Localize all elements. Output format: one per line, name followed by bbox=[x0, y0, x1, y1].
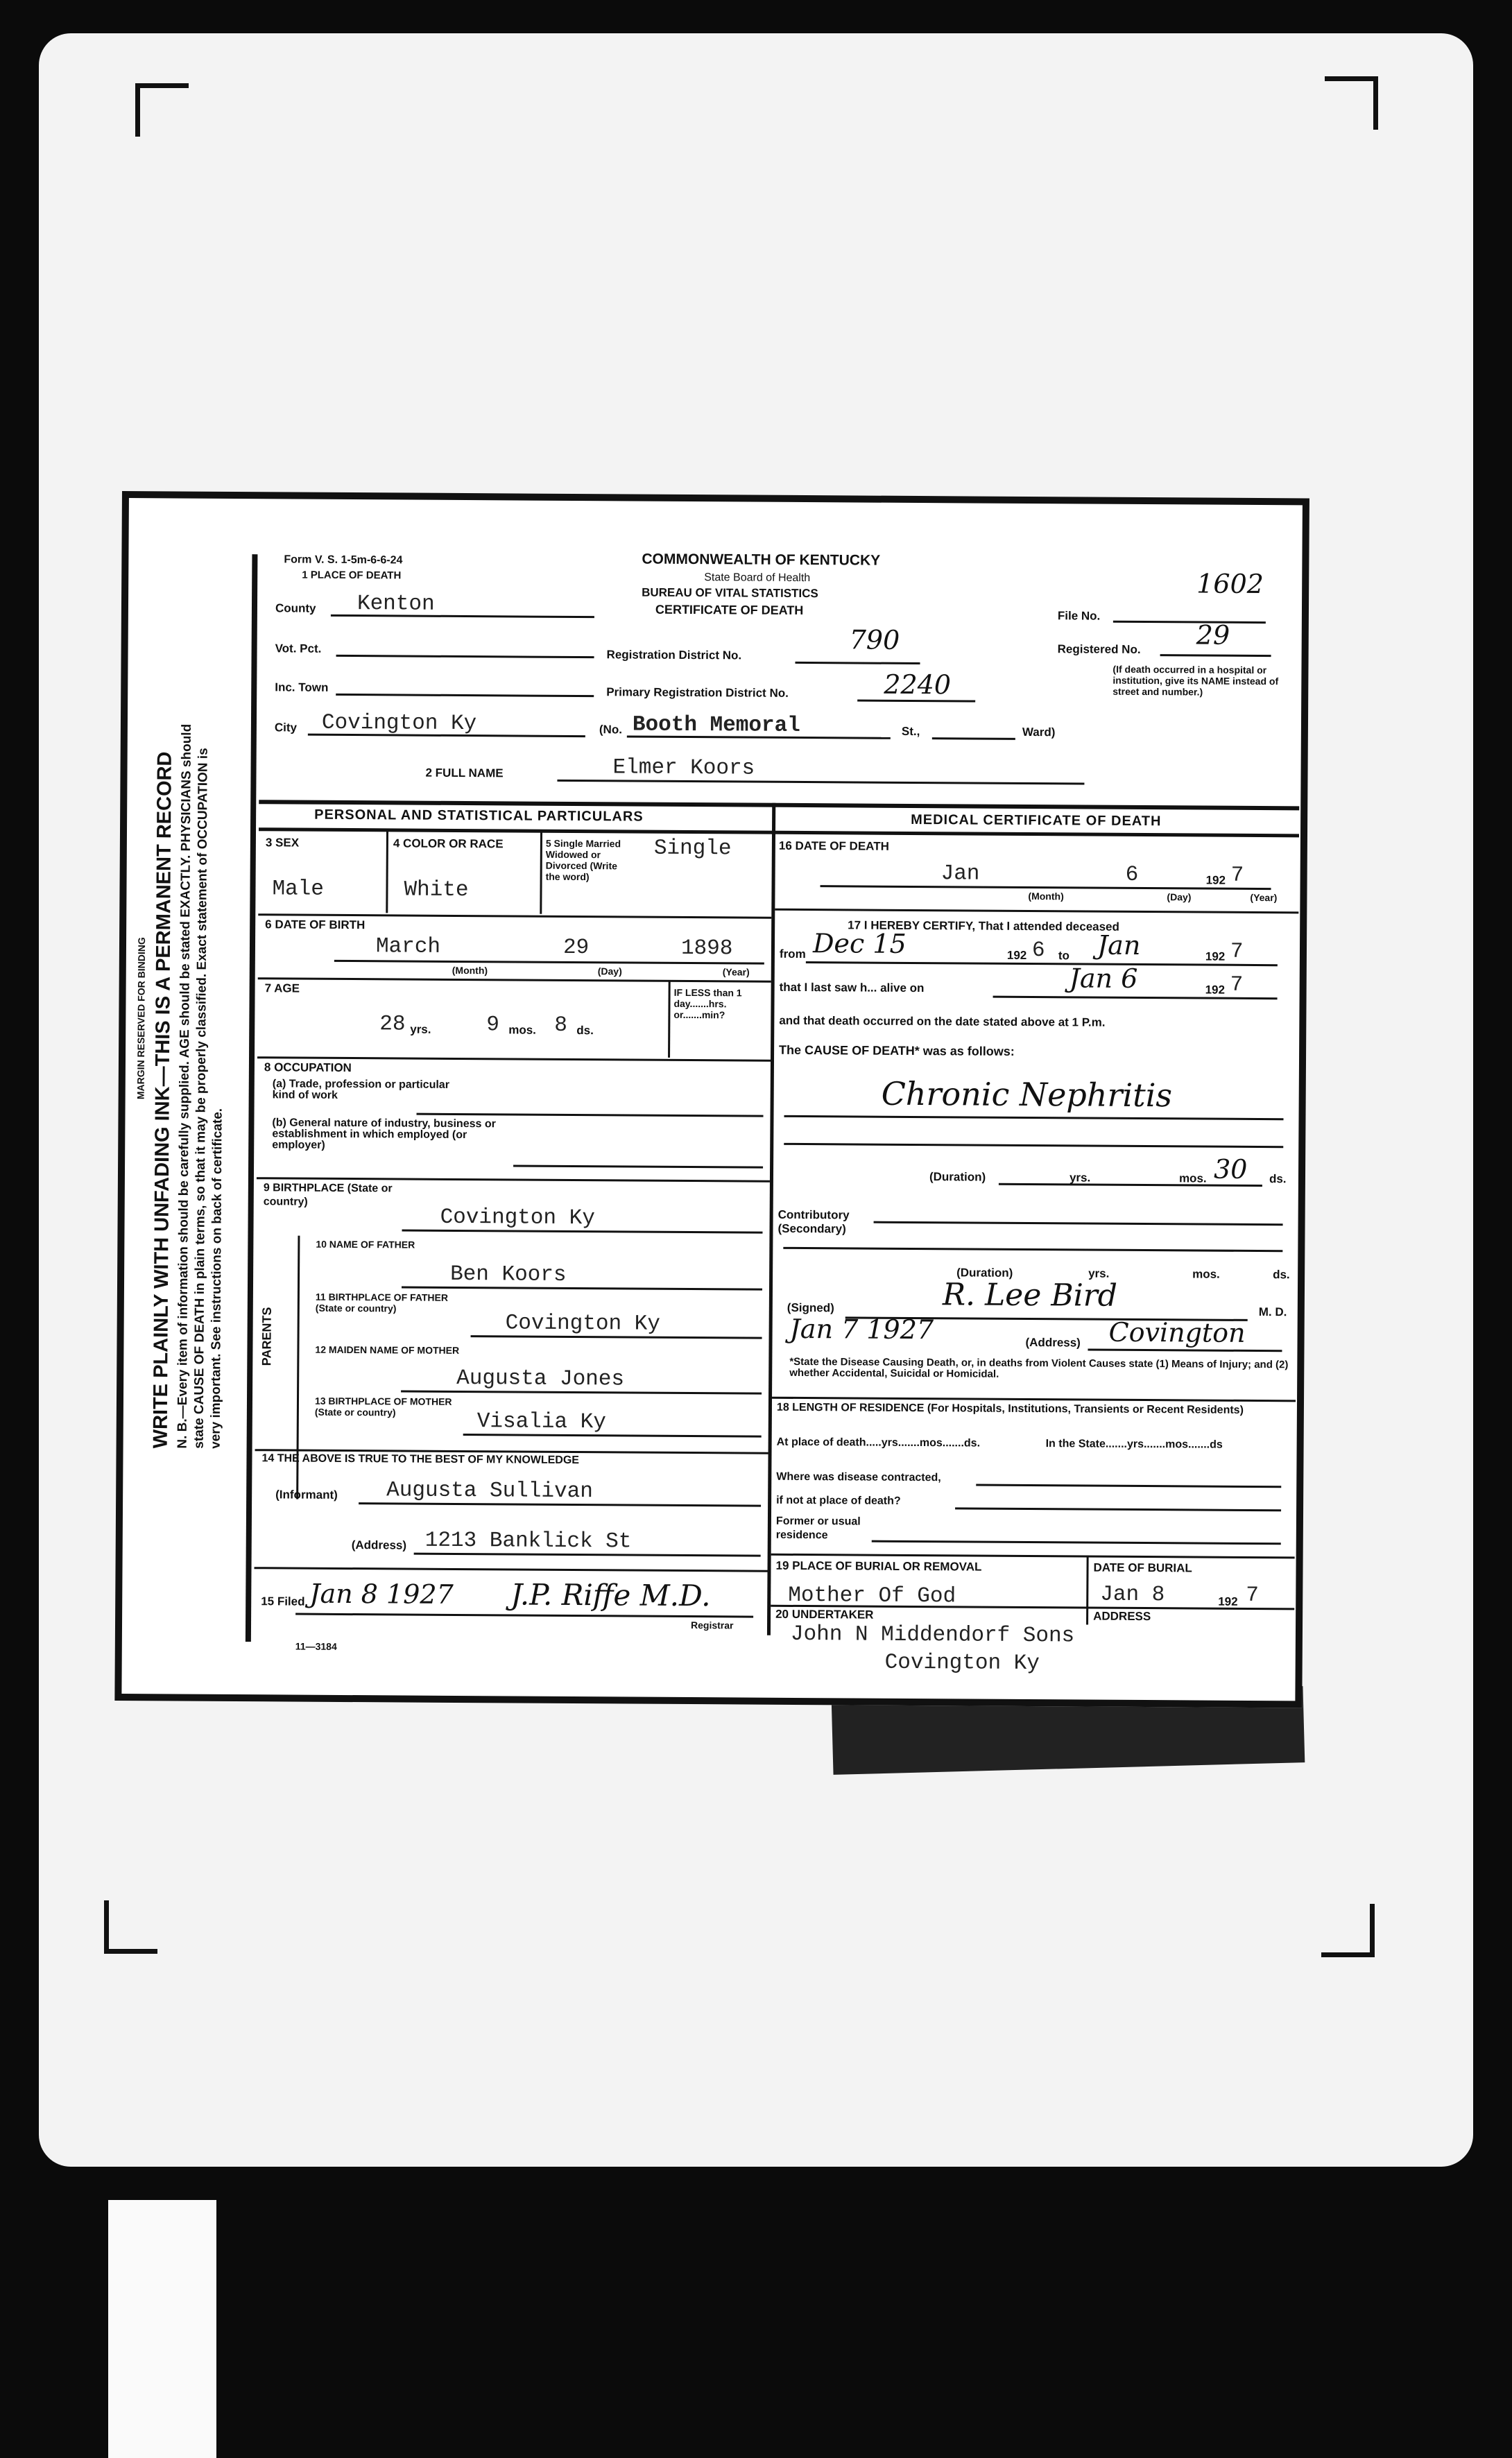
color-label: 4 COLOR OR RACE bbox=[393, 836, 504, 851]
undertaker-label: 20 UNDERTAKER bbox=[775, 1607, 874, 1622]
age-mos-caption: mos. bbox=[508, 1023, 537, 1037]
registrar-signature: J.P. Riffe M.D. bbox=[510, 1577, 711, 1613]
film-strip-label bbox=[108, 2200, 216, 2458]
binding-margin-note: MARGIN RESERVED FOR BINDING bbox=[135, 937, 148, 1100]
contributory-label: Contributory (Secondary) bbox=[778, 1207, 850, 1236]
last-saw-date: Jan 6 bbox=[1069, 963, 1138, 994]
death-year-prefix: 192 bbox=[1205, 873, 1226, 887]
county-label: County bbox=[275, 601, 316, 615]
death-year-caption: (Year) bbox=[1250, 891, 1278, 904]
undertaker-name: John N Middendorf Sons bbox=[790, 1622, 1075, 1649]
nb-line-3: very important. See instructions on back of certificate. bbox=[208, 1108, 225, 1449]
father-birthplace: Covington Ky bbox=[505, 1311, 661, 1337]
father-name-label: 10 NAME OF FATHER bbox=[316, 1238, 415, 1251]
age-yrs-caption: yrs. bbox=[410, 1022, 431, 1036]
informant-address: 1213 Banklick St bbox=[424, 1528, 632, 1554]
age-ds-caption: ds. bbox=[576, 1024, 594, 1038]
death-occurred-text: and that death occurred on the date stated above at 1 P.m. bbox=[779, 1013, 1106, 1029]
true-statement: 14 THE ABOVE IS TRUE TO THE BEST OF MY KNOWLEDGE bbox=[261, 1452, 580, 1467]
in-state-label: In the State.......yrs.......mos.......ds bbox=[1045, 1438, 1223, 1451]
duration-ds-caption: ds. bbox=[1269, 1172, 1287, 1186]
signed-date: Jan 7 1927 bbox=[789, 1313, 934, 1346]
death-certificate bbox=[114, 491, 1309, 1708]
registered-no-value: 29 bbox=[1196, 619, 1230, 651]
certificate-title: CERTIFICATE OF DEATH bbox=[655, 602, 804, 618]
informant-label: (Informant) bbox=[275, 1488, 338, 1502]
primary-reg-label: Primary Registration District No. bbox=[606, 685, 789, 700]
occupation-label: 8 OCCUPATION bbox=[264, 1060, 352, 1075]
city-label: City bbox=[274, 721, 298, 734]
age-days: 8 bbox=[554, 1013, 568, 1038]
undertaker-address-label: ADDRESS bbox=[1093, 1609, 1151, 1624]
write-plainly-note: WRITE PLAINLY WITH UNFADING INK—THIS IS A PERMANENT RECORD bbox=[149, 751, 176, 1449]
not-at-place-label: if not at place of death? bbox=[776, 1494, 901, 1507]
crop-mark-top-right bbox=[1325, 76, 1378, 130]
form-code: Form V. S. 1-5m-6-6-24 bbox=[284, 553, 403, 567]
father-name: Ben Koors bbox=[450, 1262, 567, 1287]
date-of-death-label: 16 DATE OF DEATH bbox=[778, 839, 889, 853]
burial-date-label: DATE OF BURIAL bbox=[1093, 1561, 1192, 1575]
reg-district-label: Registration District No. bbox=[606, 648, 742, 662]
informant-name: Augusta Sullivan bbox=[386, 1478, 593, 1504]
to-label: to bbox=[1058, 949, 1070, 963]
full-name-value: Elmer Koors bbox=[612, 755, 755, 781]
to-year-suffix: 7 bbox=[1230, 939, 1244, 964]
file-no-label: File No. bbox=[1057, 609, 1101, 623]
primary-reg-value: 2240 bbox=[884, 669, 952, 701]
cause-of-death: Chronic Nephritis bbox=[881, 1074, 1173, 1115]
dob-day: 29 bbox=[562, 935, 590, 961]
less-than-day-label: IF LESS than 1 day.......hrs. or.......min? bbox=[673, 986, 742, 1021]
sex-label: 3 SEX bbox=[265, 836, 300, 850]
mother-maiden-name-label: 12 MAIDEN NAME OF MOTHER bbox=[315, 1343, 460, 1356]
violent-causes-note: *State the Disease Causing Death, or, in deaths from Violent Causes state (1) Means of Injury; and (2) whether Accidental, Suicidal or Homicidal. bbox=[789, 1355, 1289, 1380]
secondary-mos-caption: mos. bbox=[1192, 1267, 1220, 1281]
secondary-yrs-caption: yrs. bbox=[1088, 1266, 1110, 1280]
side-border bbox=[246, 554, 258, 1642]
secondary-ds-caption: ds. bbox=[1273, 1268, 1290, 1282]
city-value: Covington Ky bbox=[321, 710, 477, 737]
last-saw-year-prefix: 192 bbox=[1205, 983, 1226, 997]
personal-section-title: PERSONAL AND STATISTICAL PARTICULARS bbox=[314, 807, 644, 825]
last-saw-year-suffix: 7 bbox=[1230, 972, 1244, 997]
side-instructions bbox=[130, 588, 230, 1449]
filed-date: Jan 8 1927 bbox=[309, 1578, 454, 1610]
vot-pct-label: Vot. Pct. bbox=[275, 642, 322, 655]
marital-value: Single bbox=[653, 836, 732, 861]
filed-label: 15 Filed bbox=[261, 1595, 305, 1608]
death-day: 6 bbox=[1125, 862, 1139, 887]
undertaker-address: Covington Ky bbox=[884, 1650, 1040, 1676]
death-year-suffix: 7 bbox=[1230, 863, 1244, 888]
physician-address-label: (Address) bbox=[1025, 1335, 1081, 1350]
crop-mark-top-left bbox=[135, 83, 189, 137]
former-residence-label: Former or usual residence bbox=[775, 1515, 861, 1542]
death-day-caption: (Day) bbox=[1167, 891, 1192, 903]
medical-section-title: MEDICAL CERTIFICATE OF DEATH bbox=[911, 811, 1162, 830]
from-date: Dec 15 bbox=[812, 928, 907, 959]
reg-district-value: 790 bbox=[849, 624, 900, 655]
dob-month-caption: (Month) bbox=[452, 964, 488, 977]
nb-line-2: state CAUSE OF DEATH in plain terms, so that it may be properly classified. Exact statement of OCCUPATION is bbox=[191, 748, 211, 1449]
death-month: Jan bbox=[940, 861, 980, 886]
length-of-residence-label: 18 LENGTH OF RESIDENCE (For Hospitals, Institutions, Transients or Recent Residents) bbox=[776, 1401, 1244, 1416]
birthplace-value: Covington Ky bbox=[440, 1205, 595, 1231]
duration-yrs-caption: yrs. bbox=[1069, 1171, 1091, 1185]
hospital-note: (If death occurred in a hospital or institution, give its NAME instead of street and number.) bbox=[1112, 663, 1279, 698]
age-years: 28 bbox=[379, 1012, 406, 1037]
dob-month: March bbox=[375, 934, 441, 959]
age-months: 9 bbox=[486, 1013, 500, 1038]
file-no-value: 1602 bbox=[1196, 568, 1264, 600]
death-month-caption: (Month) bbox=[1028, 890, 1064, 902]
cause-label: The CAUSE OF DEATH* was as follows: bbox=[779, 1042, 1015, 1058]
nb-line-1: N. B.—Every item of information should be carefully supplied. AGE should be stated EXACTLY. PHYSICIANS should bbox=[175, 723, 194, 1449]
marital-label: 5 Single Married Widowed or Divorced (Write the word) bbox=[545, 837, 621, 883]
from-year-prefix: 192 bbox=[1006, 948, 1027, 962]
signed-label: (Signed) bbox=[787, 1300, 834, 1315]
from-label: from bbox=[779, 947, 806, 961]
county-value: Kenton bbox=[356, 592, 435, 617]
age-label: 7 AGE bbox=[264, 981, 300, 995]
registered-no-label: Registered No. bbox=[1057, 642, 1141, 656]
at-place-label: At place of death.....yrs.......mos.......ds. bbox=[776, 1436, 981, 1450]
dob-label: 6 DATE OF BIRTH bbox=[265, 918, 366, 932]
color-value: White bbox=[404, 877, 469, 903]
contracted-label: Where was disease contracted, bbox=[776, 1470, 941, 1484]
inc-town-label: Inc. Town bbox=[275, 680, 329, 694]
registrar-label: Registrar bbox=[690, 1619, 734, 1631]
birthplace-label: 9 BIRTHPLACE (State or country) bbox=[263, 1182, 393, 1208]
mother-birthplace-label: 13 BIRTHPLACE OF MOTHER (State or country) bbox=[314, 1395, 452, 1418]
sex-value: Male bbox=[272, 877, 325, 902]
last-saw-label: that I last saw h... alive on bbox=[779, 980, 925, 995]
burial-place: Mother Of God bbox=[788, 1583, 956, 1609]
street-st-label: St., bbox=[901, 724, 920, 739]
burial-date: Jan 8 bbox=[1100, 1582, 1165, 1608]
duration-months: 30 bbox=[1213, 1153, 1248, 1185]
dob-day-caption: (Day) bbox=[597, 965, 622, 977]
commonwealth-heading: COMMONWEALTH OF KENTUCKY bbox=[642, 551, 881, 569]
bureau-heading: BUREAU OF VITAL STATISTICS bbox=[642, 585, 818, 601]
father-birthplace-label: 11 BIRTHPLACE OF FATHER (State or country) bbox=[315, 1291, 449, 1314]
dob-year: 1898 bbox=[680, 936, 733, 961]
mother-birthplace: Visalia Ky bbox=[476, 1409, 606, 1435]
mother-maiden-name: Augusta Jones bbox=[456, 1366, 625, 1392]
crop-mark-bottom-left bbox=[104, 1900, 157, 1954]
ward-label: Ward) bbox=[1022, 725, 1056, 739]
secondary-duration-label: (Duration) bbox=[956, 1266, 1013, 1280]
crop-mark-bottom-right bbox=[1321, 1904, 1375, 1957]
occupation-a-label: (a) Trade, profession or particular kind of work bbox=[272, 1078, 450, 1101]
to-date: Jan bbox=[1097, 929, 1141, 961]
to-year-prefix: 192 bbox=[1205, 949, 1226, 963]
certify-text: 17 I HEREBY CERTIFY, That I attended deceased bbox=[848, 918, 1119, 934]
board-heading: State Board of Health bbox=[704, 571, 811, 585]
informant-address-label: (Address) bbox=[351, 1538, 407, 1552]
md-label: M. D. bbox=[1258, 1305, 1287, 1319]
form-number: 11—3184 bbox=[295, 1640, 337, 1652]
duration-mos-caption: mos. bbox=[1178, 1171, 1207, 1185]
from-year-suffix: 6 bbox=[1031, 938, 1045, 963]
full-name-label: 2 FULL NAME bbox=[425, 766, 504, 780]
dob-year-caption: (Year) bbox=[722, 966, 750, 978]
occupation-b-label: (b) General nature of industry, business or establishment in which employed (or employer) bbox=[272, 1117, 496, 1151]
physician-signature: R. Lee Bird bbox=[942, 1277, 1118, 1314]
street-value: Booth Memoral bbox=[632, 712, 800, 738]
parents-label: PARENTS bbox=[259, 1307, 274, 1366]
duration-label: (Duration) bbox=[929, 1170, 986, 1184]
street-no-label: (No. bbox=[599, 723, 623, 737]
physician-address: Covington bbox=[1108, 1316, 1246, 1348]
burial-year-prefix: 192 bbox=[1218, 1595, 1238, 1608]
burial-year-suffix: 7 bbox=[1246, 1583, 1260, 1608]
place-of-death-label: 1 PLACE OF DEATH bbox=[302, 569, 402, 582]
burial-place-label: 19 PLACE OF BURIAL OR REMOVAL bbox=[775, 1558, 982, 1574]
